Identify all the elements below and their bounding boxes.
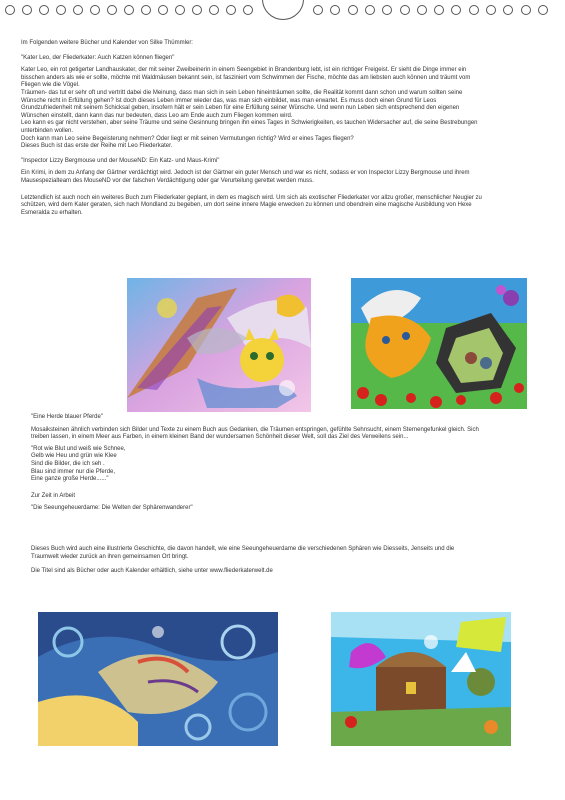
binding-ring	[226, 5, 236, 15]
winged-cat-red-apples-painting	[351, 278, 527, 409]
binding-ring	[400, 5, 410, 15]
binding-ring	[124, 5, 134, 15]
text-line: treiben lassen, in einem Meer aus Farben, in einem kleinen Band der wundersamen Schönheit dieser Welt, soll das Ziel des Verweilens sein...	[31, 434, 409, 441]
binding-ring	[503, 5, 513, 15]
poem-line: Blau sind immer nur die Pferde,	[31, 468, 116, 475]
text-line: Grundzufriedenheit mit seinem Schicksal geben, insofern hält er sein Leben für eine Erfüllung seiner Wünsche. Und wenn nun Leben sich entsprechend den eigenen	[21, 105, 460, 112]
binding-ring	[434, 5, 444, 15]
winged-yellow-cat-painting	[127, 278, 311, 412]
binding-ring	[521, 5, 531, 15]
book1-title: "Kater Leo, der Fliederkater: Auch Katzen können fliegen"	[21, 54, 175, 61]
binding-ring	[313, 5, 323, 15]
in-progress-heading: Zur Zeit in Arbeit	[31, 492, 76, 499]
binding-ring	[382, 5, 392, 15]
text-line: Dieses Buch ist das erste der Reihe mit Leo Fliederkater.	[21, 143, 173, 150]
book2-title: "Inspector Lizzy Bergmouse und der MouseND: Ein Katz- und Maus-Krimi"	[21, 157, 220, 164]
text-line: Leo kann es gar nicht verstehen, aber seine Träume und seine Gesinnung bringen ihn eines Tages in Schwierigkeiten, es tauchen Widersacher auf, die seine Bestrebungen	[21, 120, 478, 127]
intro-line: Im Folgenden weitere Bücher und Kalender von Silke Thümmler:	[21, 40, 193, 46]
text-block	[21, 40, 543, 217]
poem-block	[31, 414, 541, 518]
text-line: unterbinden wollen.	[21, 127, 74, 134]
binding-ring	[469, 5, 479, 15]
book4-description	[31, 427, 541, 442]
binding-ring	[73, 5, 83, 15]
binding-ring	[365, 5, 375, 15]
binding-ring	[330, 5, 340, 15]
sea-swirls-painting	[38, 612, 278, 746]
text-line: bisschen anders als wie er sollte, möchte mit Waldmäusen bekannt sein, ist fasziniert vom Schwimmen der Fische, möchte das am liebsten auch können und träumt vom	[21, 74, 471, 81]
text-line: Traumwelt wieder zurück an ihren gemeinsamen Ort bringt.	[31, 553, 189, 560]
binding-ring	[451, 5, 461, 15]
binding-ring	[56, 5, 66, 15]
binding-ring	[107, 5, 117, 15]
text-line: Kater Leo, ein rot getigerter Landhauskater, der mit seiner Zweibeinerin in einem Seengebiet in Brandenburg lebt, ist ein richtiger Freigeist. Er sieht die Dinge immer ein	[21, 67, 467, 74]
binding-ring	[538, 5, 548, 15]
poem-line: Gelb wie Heu und grün wie Klee	[31, 453, 117, 460]
footer-note: Die Titel sind als Bücher oder auch Kalender erhältlich, siehe unter www.fliederkaterwelt.de	[31, 568, 273, 575]
text-line: Wünschen einstellt, dann kann das nur bedeuten, dass Leo am Ende auch zum Fliegen kommen wird.	[21, 112, 293, 119]
binding-ring	[90, 5, 100, 15]
hanger-hole	[262, 0, 304, 20]
binding-ring	[5, 5, 15, 15]
poem	[31, 446, 541, 484]
text-line: Träumen- das tut er sehr oft und vertritt dabei die Meinung, dass man sich in sein Leben hineinträumen sollte, die Realität kommt dann schon und warum sollten seine	[21, 89, 463, 96]
binding-ring	[22, 5, 32, 15]
binding-ring	[348, 5, 358, 15]
book1-description	[21, 67, 543, 151]
poem-line: "Rot wie Blut und weiß wie Schnee,	[31, 445, 126, 452]
text-line: Fliegen wie die Vögel.	[21, 82, 80, 89]
book3-description	[21, 195, 543, 218]
binding-ring	[141, 5, 151, 15]
binding-ring	[158, 5, 168, 15]
text-line: Esmeralda zu erhalten.	[21, 209, 83, 216]
binding-ring	[209, 5, 219, 15]
treasure-chest-fantasy-painting	[331, 612, 511, 746]
binding-ring	[417, 5, 427, 15]
binding-ring	[243, 5, 253, 15]
text-line: Dieses Buch wird auch eine illustrierte Geschichte, die davon handelt, wie eine Seeungeheuerdame die verschiedenen Sphären wie Diesseits, Jenseits und die	[31, 546, 455, 552]
text-line: Wünsche nicht in Erfüllung gehen? Ist doch dieses Leben immer wieder das, was man sich einbildet, was man erwartet. Es muss doch einen Grund für Leos	[21, 97, 437, 104]
text-line: Ein Krimi, in dem zu Anfang der Gärtner verdächtigt wird. Jedoch ist der Gärtner ein guter Mensch und war es nicht, sodass er von Inspector Lizzy Bergmouse und ihrem	[21, 170, 470, 177]
binding-ring	[39, 5, 49, 15]
binding-ring	[486, 5, 496, 15]
spiral-binding	[0, 0, 565, 24]
text-line: Letztendlich ist auch noch ein weiteres Buch zum Fliederkater geplant, in dem es magisch wird. Um sich als exotischer Fliederkater vor allzu großer, menschlicher Neugier zu	[21, 194, 482, 201]
binding-ring	[175, 5, 185, 15]
text-line: Mausespezialteam des MouseND vor der falschen Verdächtigung oder gar Verurteilung gerettet werden muss.	[21, 177, 314, 184]
book2-description	[21, 170, 543, 185]
text-line: Doch kann man Leo seine Begeisterung nehmen? Oder liegt er mit seinen Vermutungen richtig? Wird er eines Tages fliegen?	[21, 135, 354, 142]
poem-line: Eine ganze große Herde......"	[31, 476, 109, 483]
text-line: schützen, wird dem Kater geraten, sich nach Mondland zu begeben, um dort seine innere Magie erwecken zu können und obendrein eine magische Ausbildung von Hexe	[21, 202, 472, 209]
book4-title: "Eine Herde blauer Pferde"	[31, 414, 103, 420]
text-line: Mosaiksteinen ähnlich verbinden sich Bilder und Texte zu einem Buch aus Gedanken, die Träumen entspringen, gefühlte Sehnsucht, einem Sternengefunkel gleich. Sich	[31, 426, 479, 433]
book5-title: "Die Seeungeheuerdame: Die Welten der Sphärenwanderer"	[31, 505, 193, 512]
book5-block	[31, 546, 541, 576]
poem-line: Sind die Bilder, die ich seh .	[31, 460, 105, 467]
binding-ring	[192, 5, 202, 15]
